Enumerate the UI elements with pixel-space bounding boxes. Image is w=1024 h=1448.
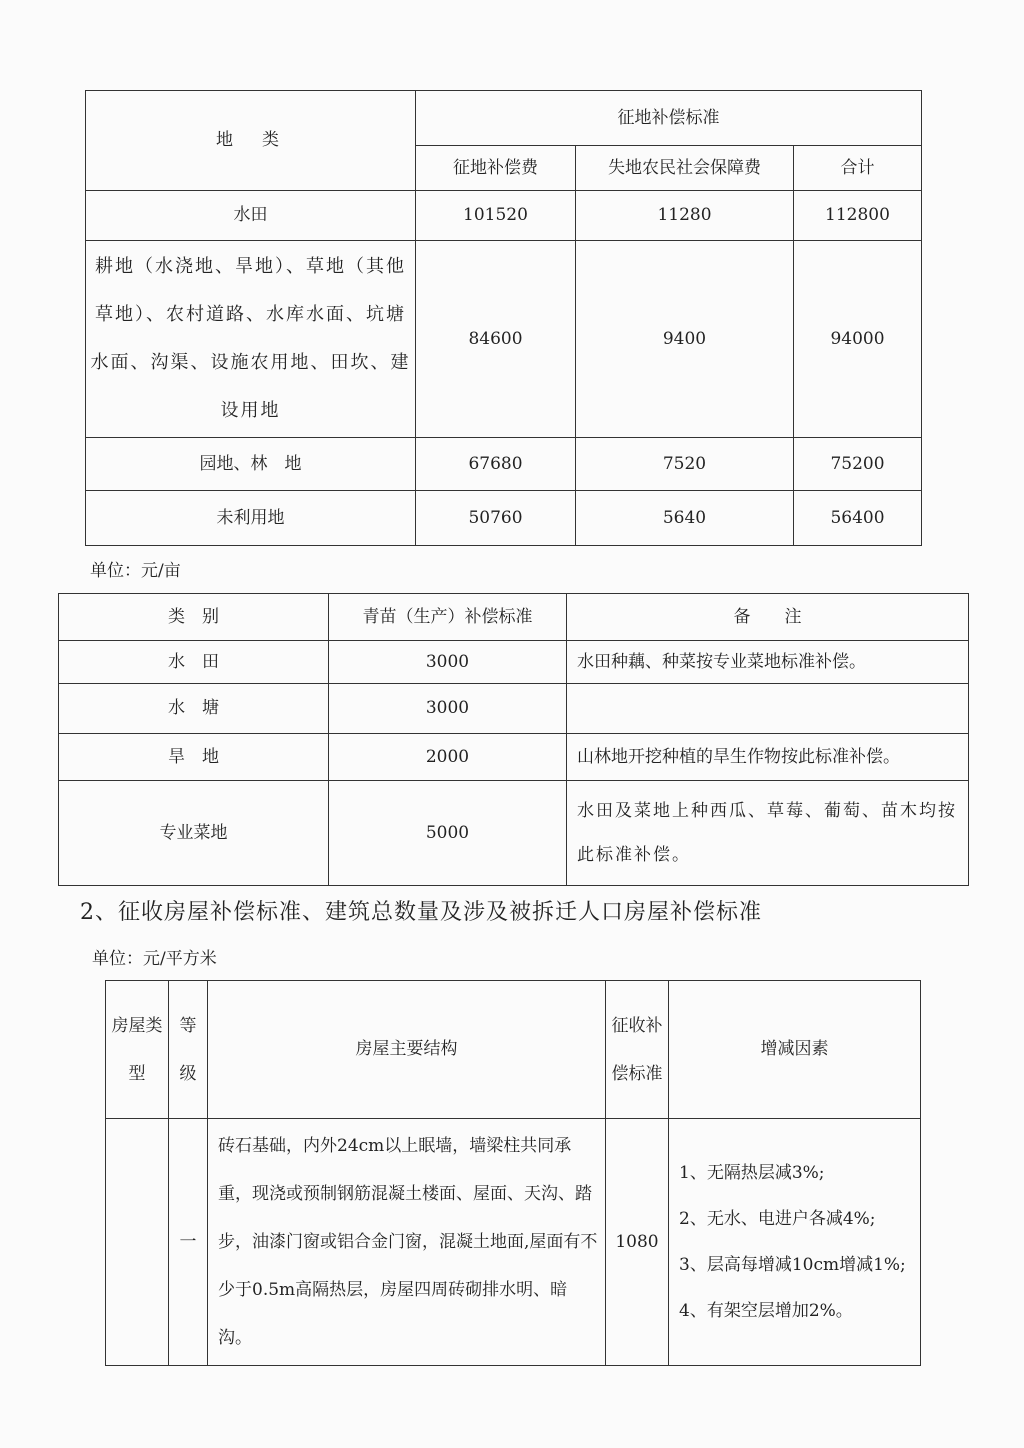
cell-note: 水田及菜地上种西瓜、草莓、葡萄、苗木均按此标准补偿。: [567, 781, 969, 886]
cell-note: 水田种藕、种菜按专业菜地标准补偿。: [567, 641, 969, 684]
factor-item: 3、层高每增减10cm增减1%;: [679, 1255, 906, 1275]
header-house-type: 房屋类型: [106, 981, 169, 1119]
header-factors: 增减因素: [669, 981, 921, 1119]
cell-category: 水 田: [59, 641, 329, 684]
header-grade: 等级: [169, 981, 208, 1119]
cell-house-type: [106, 1119, 169, 1366]
header-standard: 青苗（生产）补偿标准: [329, 594, 567, 641]
unit-label-mu: 单位：元/亩: [90, 561, 181, 581]
header-standard: 征收补偿标准: [606, 981, 669, 1119]
cell-category: 专业菜地: [59, 781, 329, 886]
header-social: 失地农民社会保障费: [576, 146, 794, 191]
cell-note: 山林地开挖种植的旱生作物按此标准补偿。: [567, 734, 969, 781]
section-heading: 2、征收房屋补偿标准、建筑总数量及涉及被拆迁人口房屋补偿标准: [80, 900, 762, 925]
cell-total: 75200: [794, 438, 922, 491]
unit-label-sqm: 单位：元/平方米: [92, 949, 217, 969]
table-row: [59, 641, 969, 684]
table-row: [86, 241, 922, 438]
cell-social: 9400: [576, 241, 794, 438]
cell-total: 94000: [794, 241, 922, 438]
cell-fee: 50760: [416, 491, 576, 546]
header-land-type: 地 类: [86, 91, 416, 191]
header-fee: 征地补偿费: [416, 146, 576, 191]
header-total: 合计: [794, 146, 922, 191]
table-row: [59, 734, 969, 781]
factor-item: 1、无隔热层减3%;: [679, 1163, 825, 1183]
header-standard: 征地补偿标准: [416, 91, 922, 146]
cell-standard: 3000: [329, 684, 567, 734]
cell-social: 7520: [576, 438, 794, 491]
header-structure: 房屋主要结构: [208, 981, 606, 1119]
land-compensation-table: [85, 90, 922, 546]
cell-social: 11280: [576, 191, 794, 241]
cell-standard: 3000: [329, 641, 567, 684]
cell-type: 未利用地: [86, 491, 416, 546]
cell-social: 5640: [576, 491, 794, 546]
cell-note: [567, 684, 969, 734]
cell-category: 水 塘: [59, 684, 329, 734]
cell-standard: 1080: [606, 1119, 669, 1366]
table-row: [86, 491, 922, 546]
cell-standard: 2000: [329, 734, 567, 781]
cell-structure: 砖石基础，内外24cm以上眠墙，墙梁柱共同承重，现浇或预制钢筋混凝土楼面、屋面、天沟、踏步，油漆门窗或铝合金门窗，混凝土地面,屋面有不少于0.5m高隔热层，房屋四周砖砌排水明、暗沟。: [208, 1119, 606, 1366]
table-row: [86, 438, 922, 491]
table-row: [59, 684, 969, 734]
header-category: 类 别: [59, 594, 329, 641]
cell-factors: [669, 1119, 921, 1366]
table-row: [106, 1119, 921, 1366]
cell-standard: 5000: [329, 781, 567, 886]
cell-category: 旱 地: [59, 734, 329, 781]
factor-item: 4、有架空层增加2%。: [679, 1301, 853, 1321]
cell-type: 耕地（水浇地、旱地）、草地（其他草地）、农村道路、水库水面、坑塘水面、沟渠、设施农用地、田坎、建设用地: [86, 241, 416, 438]
cell-total: 112800: [794, 191, 922, 241]
factor-item: 2、无水、电进户各减4%;: [679, 1209, 876, 1229]
cell-fee: 67680: [416, 438, 576, 491]
table-row: [86, 191, 922, 241]
table-row: [59, 781, 969, 886]
header-note: 备 注: [567, 594, 969, 641]
cell-type: 水田: [86, 191, 416, 241]
cell-fee: 84600: [416, 241, 576, 438]
cell-fee: 101520: [416, 191, 576, 241]
cell-type: 园地、林 地: [86, 438, 416, 491]
house-compensation-table: [105, 980, 921, 1366]
crop-compensation-table: [58, 593, 969, 886]
cell-total: 56400: [794, 491, 922, 546]
cell-grade: 一: [169, 1119, 208, 1366]
